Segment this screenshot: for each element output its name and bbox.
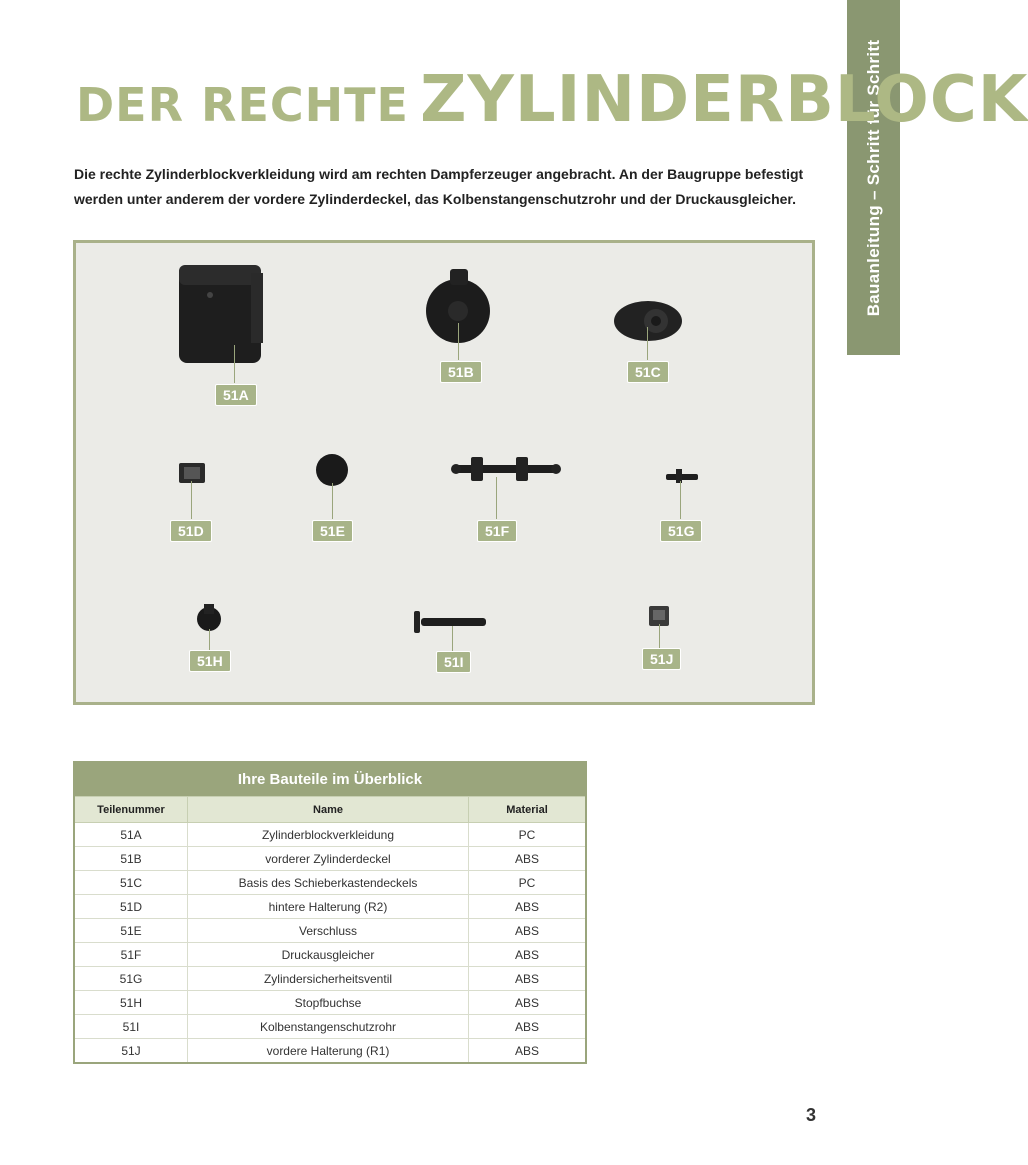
column-header-material: Material xyxy=(469,797,587,823)
part-label-51e: 51E xyxy=(312,520,353,542)
part-label-51h: 51H xyxy=(189,650,231,672)
part-label-51f: 51F xyxy=(477,520,517,542)
part-number-cell: 51F xyxy=(74,943,188,967)
table-row xyxy=(74,991,586,1015)
part-name-cell: Zylindersicherheitsventil xyxy=(188,967,469,991)
page-title-part1: DER RECHTE xyxy=(76,78,409,132)
part-label-51d: 51D xyxy=(170,520,212,542)
part-name-cell: Basis des Schieberkastendeckels xyxy=(188,871,469,895)
parts-photo xyxy=(73,240,815,705)
column-header-name: Name xyxy=(188,797,469,823)
part-51h-image xyxy=(197,604,221,631)
table-row xyxy=(74,1039,586,1064)
leader-51i xyxy=(452,626,453,651)
part-51c-image xyxy=(614,301,682,341)
part-51d-image xyxy=(179,463,205,483)
part-label-51i: 51I xyxy=(436,651,471,673)
leader-51g xyxy=(680,481,681,519)
material-cell: ABS xyxy=(469,967,587,991)
part-name-cell: hintere Halterung (R2) xyxy=(188,895,469,919)
material-cell: ABS xyxy=(469,919,587,943)
table-row xyxy=(74,919,586,943)
part-51j-image xyxy=(649,606,669,626)
side-tab-label: Bauanleitung – Schritt für Schritt xyxy=(863,39,883,316)
parts-overview-table xyxy=(73,761,587,1064)
column-header-part-number: Teilenummer xyxy=(74,797,188,823)
part-51i-image xyxy=(414,611,486,633)
part-name-cell: vorderer Zylinderdeckel xyxy=(188,847,469,871)
parts-illustration xyxy=(76,243,812,702)
intro-paragraph: Die rechte Zylinderblockverkleidung wird am rechten Dampferzeuger angebracht. An der Baugruppe befestigt werden unter anderem der vordere Zylinderdeckel, das Kolbenstangenschutzrohr und der Druckausgleicher. xyxy=(74,166,804,207)
part-number-cell: 51A xyxy=(74,823,188,847)
material-cell: ABS xyxy=(469,991,587,1015)
leader-51d xyxy=(191,481,192,519)
part-number-cell: 51E xyxy=(74,919,188,943)
part-name-cell: Stopfbuchse xyxy=(188,991,469,1015)
part-label-51g: 51G xyxy=(660,520,702,542)
part-51f-image xyxy=(451,457,561,481)
leader-51c xyxy=(647,327,648,360)
leader-51b xyxy=(458,323,459,360)
part-label-51j: 51J xyxy=(642,648,681,670)
part-name-cell: vordere Halterung (R1) xyxy=(188,1039,469,1064)
part-name-cell: Verschluss xyxy=(188,919,469,943)
material-cell: PC xyxy=(469,823,587,847)
page-title-part2: ZYLINDERBLOCK xyxy=(420,63,1028,137)
part-name-cell: Druckausgleicher xyxy=(188,943,469,967)
part-label-51c: 51C xyxy=(627,361,669,383)
material-cell: ABS xyxy=(469,895,587,919)
leader-51h xyxy=(209,629,210,650)
page-number: 3 xyxy=(806,1105,817,1125)
part-label-51b: 51B xyxy=(440,361,482,383)
table-row xyxy=(74,823,586,847)
table-row xyxy=(74,847,586,871)
material-cell: ABS xyxy=(469,1039,587,1064)
table-row xyxy=(74,1015,586,1039)
part-number-cell: 51C xyxy=(74,871,188,895)
part-name-cell: Kolbenstangenschutzrohr xyxy=(188,1015,469,1039)
part-name-cell: Zylinderblockverkleidung xyxy=(188,823,469,847)
table-row xyxy=(74,895,586,919)
table-caption: Ihre Bauteile im Überblick xyxy=(74,762,586,797)
part-number-cell: 51B xyxy=(74,847,188,871)
leader-51j xyxy=(659,624,660,648)
part-51g-image xyxy=(666,469,698,483)
material-cell: ABS xyxy=(469,847,587,871)
side-section-tab xyxy=(847,0,900,355)
material-cell: PC xyxy=(469,871,587,895)
material-cell: ABS xyxy=(469,943,587,967)
material-cell: ABS xyxy=(469,1015,587,1039)
table-row xyxy=(74,871,586,895)
part-number-cell: 51D xyxy=(74,895,188,919)
leader-51e xyxy=(332,483,333,519)
table-row xyxy=(74,943,586,967)
part-number-cell: 51I xyxy=(74,1015,188,1039)
part-label-51a: 51A xyxy=(215,384,257,406)
part-51a-image xyxy=(179,265,263,363)
leader-51a xyxy=(234,345,235,383)
part-number-cell: 51H xyxy=(74,991,188,1015)
leader-51f xyxy=(496,477,497,519)
part-51e-image xyxy=(316,454,348,486)
page-title xyxy=(76,63,1028,137)
part-number-cell: 51G xyxy=(74,967,188,991)
table-row xyxy=(74,967,586,991)
part-number-cell: 51J xyxy=(74,1039,188,1064)
